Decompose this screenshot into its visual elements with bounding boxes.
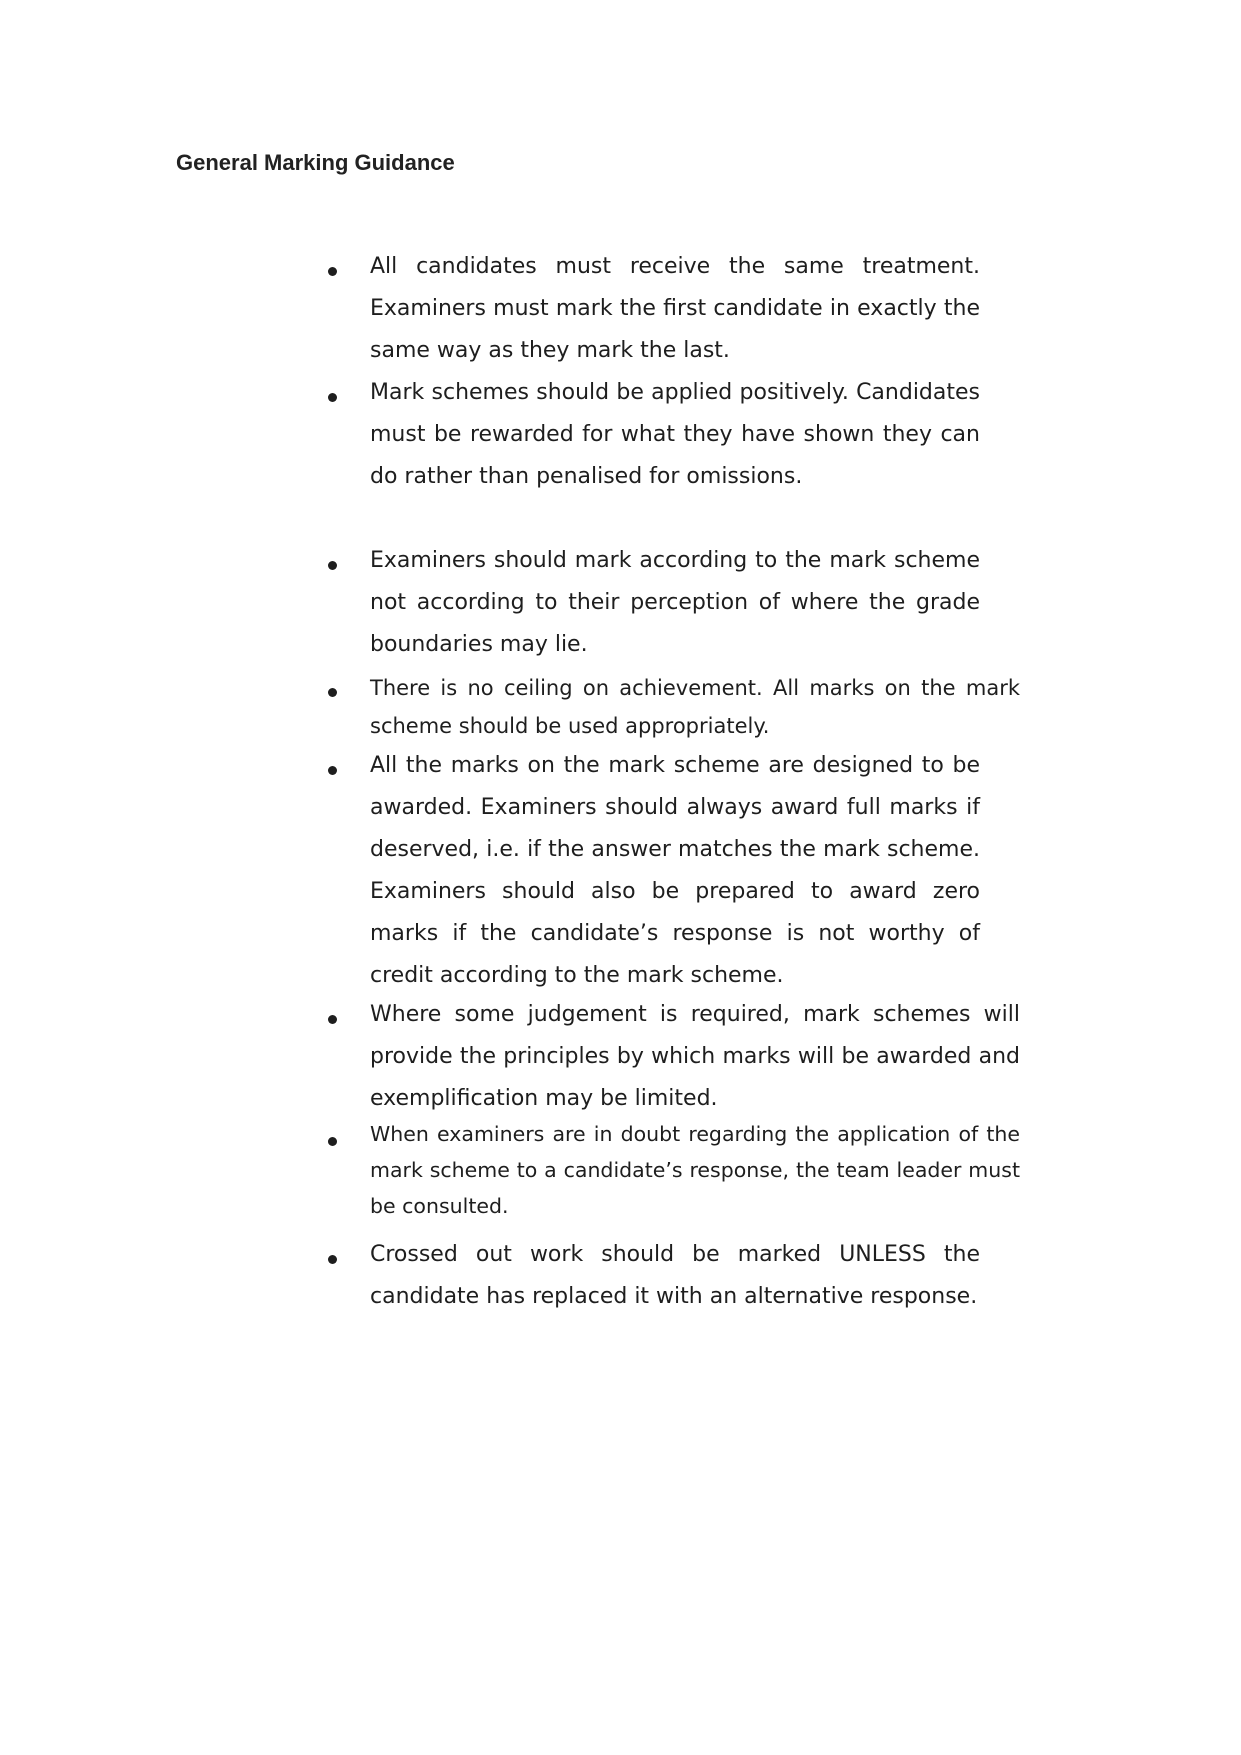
list-item-text: All the marks on the mark scheme are designed to be awarded. Examiners should always award full marks if deserved, i.e. if the answer matches the mark scheme. Examiners should also be prepared to award zero marks if the candidate’s response is not worthy of credit according to the mark scheme. [370, 753, 980, 988]
list-item-text: There is no ceiling on achievement. All marks on the mark scheme should be used appropriately. [370, 676, 1020, 738]
list-item-text: Crossed out work should be marked UNLESS the candidate has replaced it with an alternative response. [370, 1242, 980, 1309]
bullet-icon [328, 688, 337, 697]
bullet-icon [328, 561, 337, 570]
list-item-text: When examiners are in doubt regarding the application of the mark scheme to a candidate’s response, the team leader must be consulted. [370, 1122, 1020, 1218]
bullet-icon [328, 1255, 337, 1264]
list-item-text: Where some judgement is required, mark schemes will provide the principles by which marks will be awarded and exemplification may be limited. [370, 1002, 1020, 1111]
bullet-icon [328, 1137, 337, 1146]
list-item-text: All candidates must receive the same treatment. Examiners must mark the first candidate in exactly the same way as they mark the last. [370, 254, 980, 363]
bullet-icon [328, 267, 337, 276]
bullet-icon [328, 393, 337, 402]
list-item-text: Mark schemes should be applied positively. Candidates must be rewarded for what they have shown they can do rather than penalised for omissions. [370, 380, 980, 489]
page-title: General Marking Guidance [176, 150, 455, 175]
list-item-text: Examiners should mark according to the mark scheme not according to their perception of where the grade boundaries may lie. [370, 548, 980, 657]
bullet-icon [328, 766, 337, 775]
bullet-icon [328, 1015, 337, 1024]
